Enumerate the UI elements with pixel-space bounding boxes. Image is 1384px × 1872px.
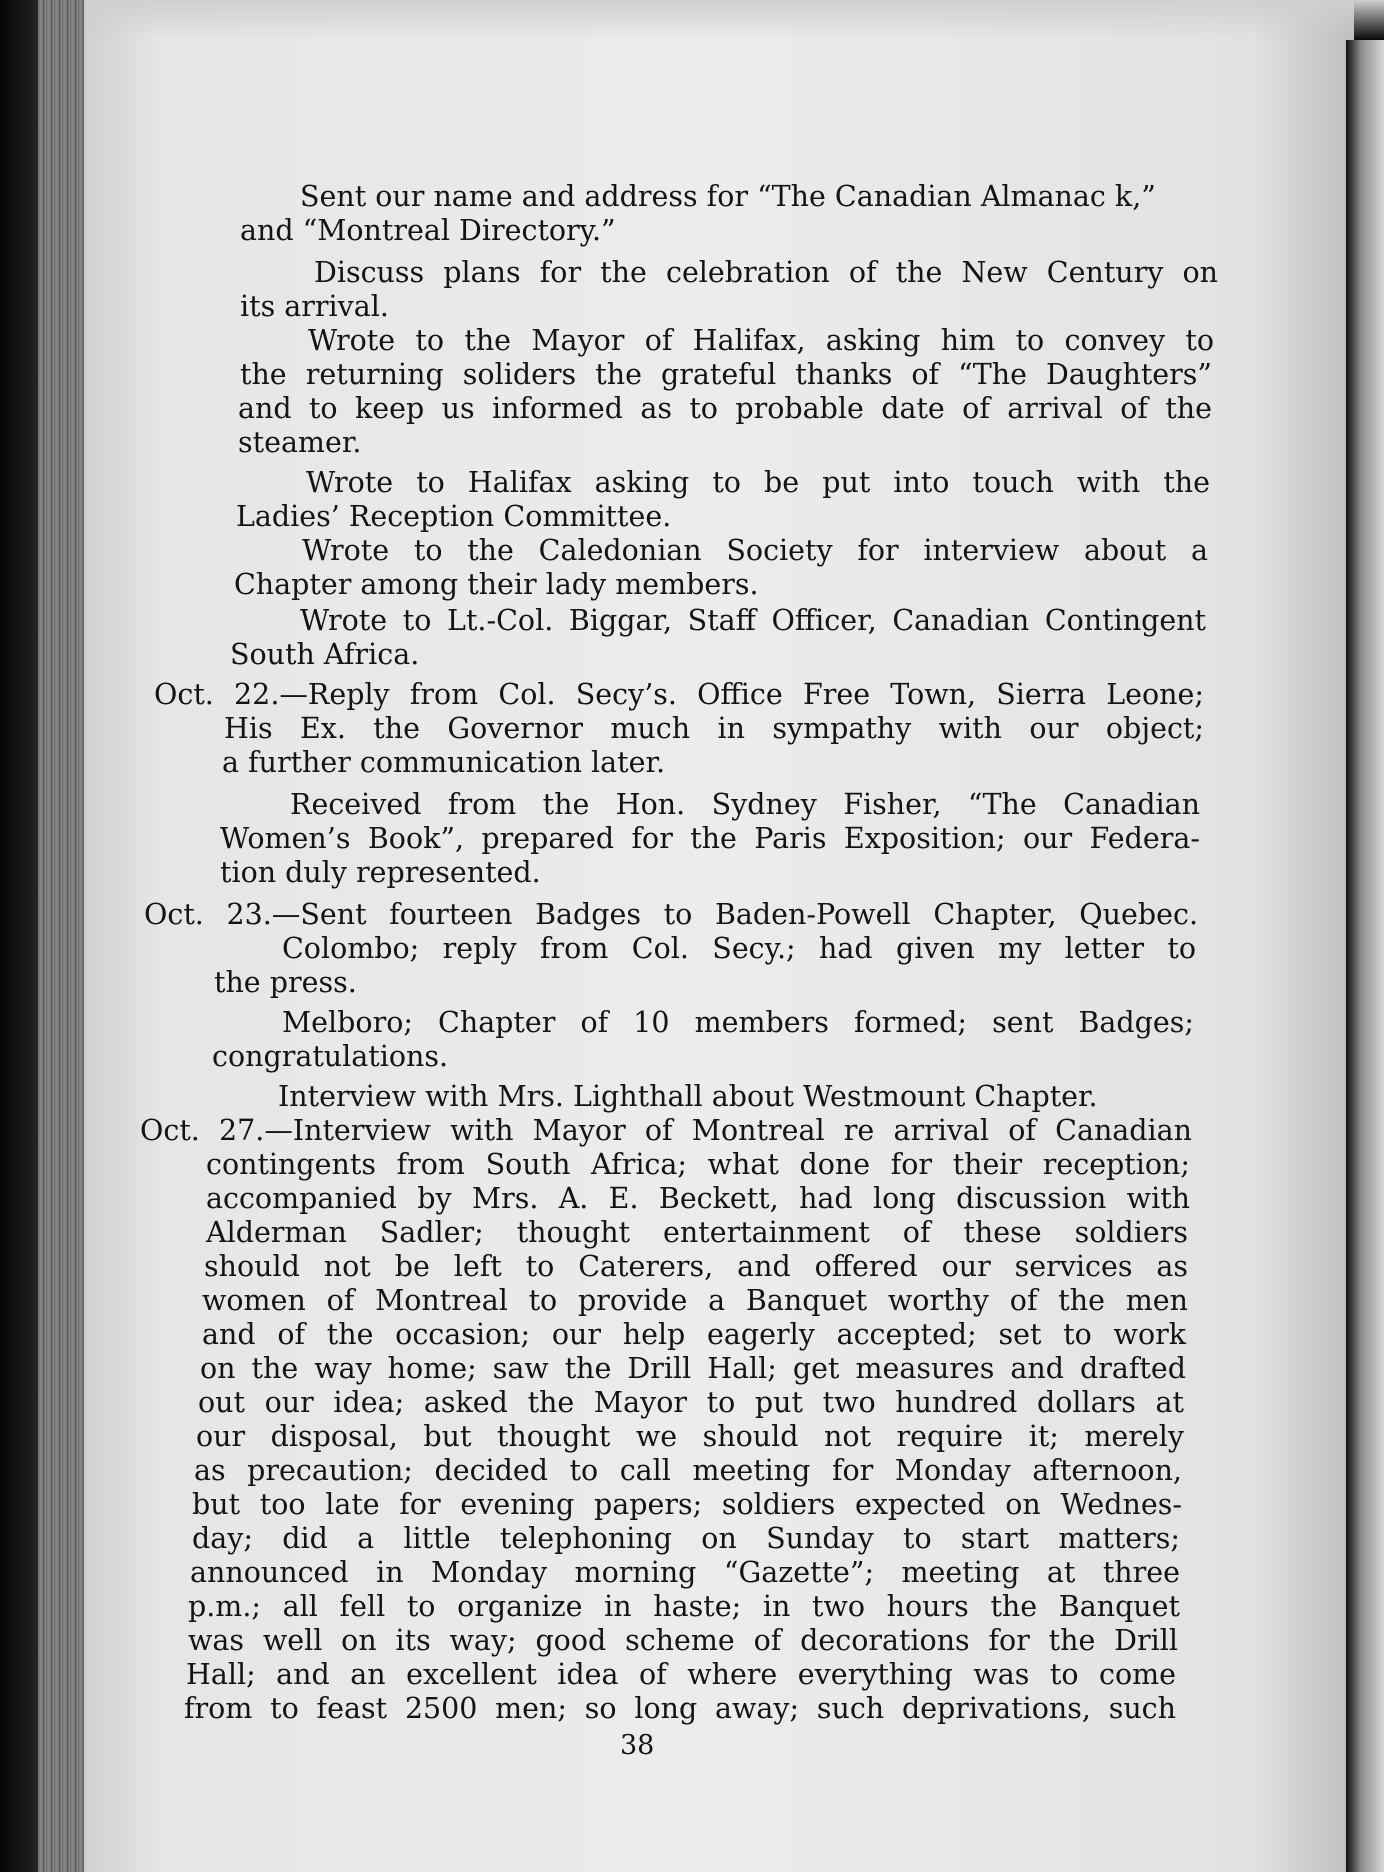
text-line: Oct. 22.—Reply from Col. Secy’s. Office Free Town, Sierra Leone; — [154, 678, 1204, 711]
text-line: contingents from South Africa; what done for their reception; — [206, 1148, 1190, 1181]
text-line: Discuss plans for the celebration of the New Century on — [314, 256, 1218, 289]
text-line: Alderman Sadler; thought entertainment of these soldiers — [206, 1216, 1188, 1249]
text-line: on the way home; saw the Drill Hall; get measures and drafted — [200, 1352, 1186, 1385]
text-line: tion duly represented. — [220, 856, 541, 889]
text-line: Oct. 27.—Interview with Mayor of Montreal re arrival of Canadian — [140, 1114, 1192, 1147]
text-line: out our idea; asked the Mayor to put two hundred dollars at — [198, 1386, 1184, 1419]
text-line: was well on its way; good scheme of decorations for the Drill — [188, 1624, 1178, 1657]
text-line: Received from the Hon. Sydney Fisher, “The Canadian — [290, 788, 1200, 821]
text-line: Wrote to the Caledonian Society for interview about a — [302, 534, 1208, 567]
text-line: South Africa. — [230, 638, 420, 671]
text-line: Colombo; reply from Col. Secy.; had given my letter to — [282, 932, 1196, 965]
text-line: from to feast 2500 men; so long away; such deprivations, such — [184, 1692, 1176, 1725]
text-line: Wrote to Lt.-Col. Biggar, Staff Officer, Canadian Contingent — [300, 604, 1206, 637]
text-line: should not be left to Caterers, and offered our services as — [204, 1250, 1188, 1283]
text-line: the press. — [214, 966, 357, 999]
text-line: Interview with Mrs. Lighthall about Westmount Chapter. — [278, 1080, 1098, 1113]
text-line: steamer. — [238, 426, 362, 459]
text-line: day; did a little telephoning on Sunday to start matters; — [192, 1522, 1180, 1555]
text-line: women of Montreal to provide a Banquet worthy of the men — [202, 1284, 1188, 1317]
text-line: Wrote to the Mayor of Halifax, asking him to convey to — [308, 324, 1214, 357]
text-line: but too late for evening papers; soldiers expected on Wednes- — [192, 1488, 1182, 1521]
text-line: Sent our name and address for “The Canadian Almanac k,” — [300, 180, 1156, 213]
text-line: as precaution; decided to call meeting for Monday afternoon, — [194, 1454, 1182, 1487]
text-line: and to keep us informed as to probable date of arrival of the — [238, 392, 1212, 425]
text-line: our disposal, but thought we should not require it; merely — [196, 1420, 1184, 1453]
text-line: accompanied by Mrs. A. E. Beckett, had long discussion with — [206, 1182, 1190, 1215]
text-line: Chapter among their lady members. — [234, 568, 759, 601]
text-line: His Ex. the Governor much in sympathy with our object; — [224, 712, 1204, 745]
text-line: and “Montreal Directory.” — [240, 214, 616, 247]
text-line: Women’s Book”, prepared for the Paris Exposition; our Federa- — [220, 822, 1200, 855]
text-line: Oct. 23.—Sent fourteen Badges to Baden-Powell Chapter, Quebec. — [144, 898, 1198, 931]
text-line: Ladies’ Reception Committee. — [236, 500, 672, 533]
text-line: Wrote to Halifax asking to be put into touch with the — [306, 466, 1210, 499]
text-line: p.m.; all fell to organize in haste; in two hours the Banquet — [188, 1590, 1180, 1623]
text-line: its arrival. — [240, 290, 389, 323]
text-line: and of the occasion; our help eagerly accepted; set to work — [202, 1318, 1186, 1351]
text-line: a further communication later. — [222, 746, 666, 779]
text-line: the returning soliders the grateful thanks of “The Daughters” — [240, 358, 1212, 391]
text-line: Melboro; Chapter of 10 members formed; sent Badges; — [282, 1006, 1194, 1039]
page-number: 38 — [620, 1730, 655, 1761]
text-line: Hall; and an excellent idea of where everything was to come — [186, 1658, 1176, 1691]
text-line: congratulations. — [212, 1040, 449, 1073]
text-line: announced in Monday morning “Gazette”; meeting at three — [190, 1556, 1180, 1589]
